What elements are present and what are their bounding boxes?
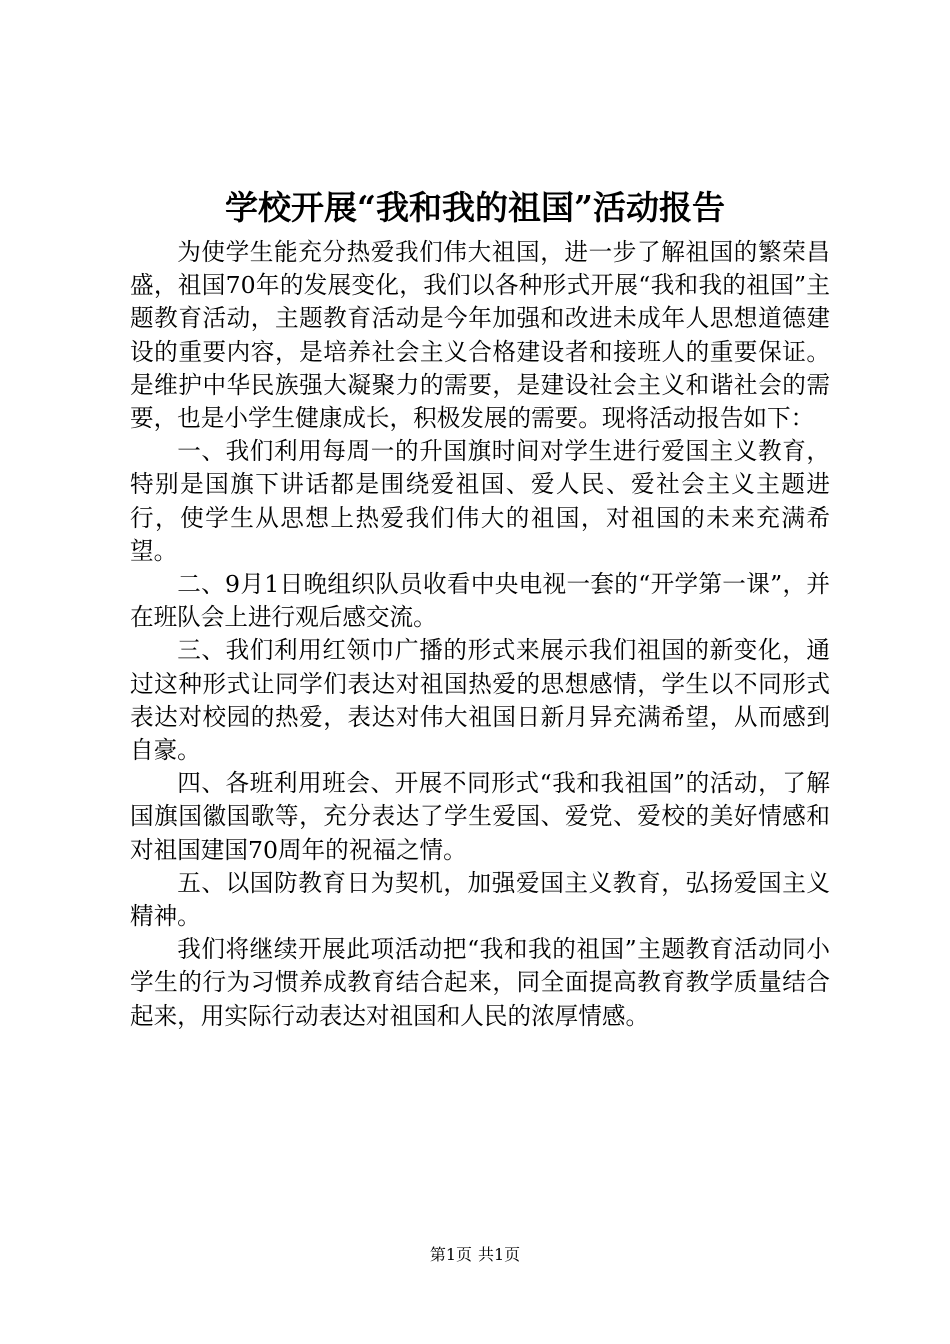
paragraph-item-4: 四、各班利用班会、开展不同形式“我和我祖国”的活动，了解国旗国徽国歌等，充分表达了学生爱国、爱党、爱校的美好情感和对祖国建国70周年的祝福之情。 — [130, 769, 830, 864]
page-number-total: 共1页 — [478, 1245, 521, 1264]
page-title: 学校开展“我和我的祖国”活动报告 — [225, 188, 725, 227]
paragraph-item-1: 一、我们利用每周一的升国旗时间对学生进行爱国主义教育，特别是国旗下讲话都是围绕爱祖国、爱人民、爱社会主义主题进行，使学生从思想上热爱我们伟大的祖国，对祖国的未来充满希望。 — [130, 437, 830, 565]
paragraph-intro: 为使学生能充分热爱我们伟大祖国，进一步了解祖国的繁荣昌盛，祖国70年的发展变化，我们以各种形式开展“我和我的祖国”主题教育活动，主题教育活动是今年加强和改进未成年人思想道德建设的重要内容，是培养社会主义合格建设者和接班人的重要保证。是维护中华民族强大凝聚力的需要，是建设社会主义和谐社会的需要，也是小学生健康成长，积极发展的需要。现将活动报告如下： — [130, 238, 830, 433]
document-body — [130, 236, 830, 1033]
paragraph-item-2: 二、9月1日晚组织队员收看中央电视一套的“开学第一课”，并在班队会上进行观后感交流。 — [130, 570, 830, 632]
paragraph-item-3: 三、我们利用红领巾广播的形式来展示我们祖国的新变化，通过这种形式让同学们表达对祖国热爱的思想感情，学生以不同形式表达对校园的热爱，表达对伟大祖国日新月异充满希望，从而感到自豪。 — [130, 636, 830, 765]
page-number-current: 第1页 — [429, 1245, 472, 1264]
page-footer — [0, 1243, 950, 1267]
paragraph-item-5: 五、以国防教育日为契机，加强爱国主义教育，弘扬爱国主义精神。 — [130, 868, 830, 931]
paragraph-conclusion: 我们将继续开展此项活动把“我和我的祖国”主题教育活动同小学生的行为习惯养成教育结合起来，同全面提高教育教学质量结合起来，用实际行动表达对祖国和人民的浓厚情感。 — [130, 935, 830, 1030]
